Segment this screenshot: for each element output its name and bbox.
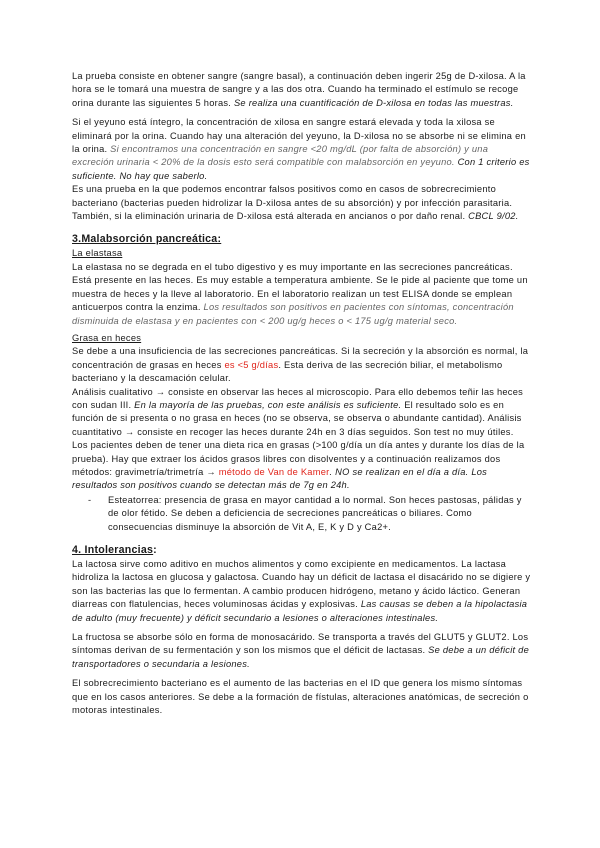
paragraph-lactosa bbox=[72, 558, 532, 625]
document-page bbox=[72, 70, 532, 717]
paragraph-elastasa bbox=[72, 261, 532, 328]
section-heading-intolerancias bbox=[72, 543, 532, 558]
paragraph-falsos-positivos bbox=[72, 183, 532, 223]
italic-note: . NO se realizan en el día a día. Los resultados son positivos cuando se detectan más de 7g en 24h. bbox=[72, 466, 488, 491]
reference-note: CBCL 9/02. bbox=[468, 211, 519, 222]
italic-note: Se realiza una cuantificación de D-xilosa en todas las muestras. bbox=[233, 97, 514, 108]
italic-note: Se debe a un déficit de transportadores o secundaria a lesiones. bbox=[72, 645, 530, 669]
text: Análisis cualitativo → consiste en observar las heces al microscopio. Para ello debemos teñir las heces con sudan III. bbox=[72, 386, 524, 410]
text: La elastasa no se degrada en el tubo digestivo y es muy importante en las secreciones pancreáticas. Está presente en las heces. Es muy estable a temperatura ambiente. Se le pide al paciente que tome un muestra de heces y la lleve al laboratorio. En el laboratorio realizan un test ELISA donde se emplean anticuerpos contra la enzima. bbox=[72, 261, 528, 313]
section-heading-malabsorcion bbox=[72, 232, 532, 247]
heading-text: 4. Intolerancias bbox=[72, 544, 154, 556]
text: Es una prueba en la que podemos encontrar falsos positivos como en casos de sobrecrecimiento bacteriano (bacterias pueden hidrolizar la D-xilosa antes de su absorción) y por infección parasitaria. También, si la eliminación urinaria de D-xilosa está alterada en ancianos o por daño renal. bbox=[72, 184, 513, 222]
subheading-grasa: Grasa en heces bbox=[72, 332, 142, 343]
italic-note: En la mayoría de las pruebas, con este análisis es suficiente. bbox=[134, 399, 402, 410]
italic-note: Las causas se deben a la hipolactasia de adulto (muy frecuente) y déficit secundario a lesiones o alteraciones intestinales. bbox=[72, 599, 528, 623]
italic-note: Con 1 criterio es suficiente. No hay que saberlo. bbox=[72, 157, 530, 181]
text: Si el yeyuno está íntegro, la concentración de xilosa en sangre estará elevada y toda la xilosa se eliminará por la orina. Cuando hay una alteración del yeyuno, la D-xilosa no se absorbe ni se elimina en la orina. bbox=[72, 117, 526, 155]
paragraph-yeyuno bbox=[72, 116, 532, 183]
red-highlight: es <5 g/días bbox=[224, 359, 279, 370]
subheading-elastasa: La elastasa bbox=[72, 248, 123, 259]
heading-colon: : bbox=[153, 544, 157, 556]
text: La lactosa sirve como aditivo en muchos alimentos y como excipiente en medicamentos. La lactasa hidroliza la lactosa en glucosa y galactosa. Cuando hay un déficit de lactasa el disacárido no se digiere y son las bacterias las que lo fermentan. A cambio producen hidrógeno, metano y ácido láctico. Generan diarreas con flatulencias, heces voluminosas ácidas y explosivas. bbox=[72, 559, 531, 610]
paragraph-sobrecrecimiento: El sobrecrecimiento bacteriano es el aumento de las bacterias en el ID que genera los mismo síntomas que en los casos anteriores. Se debe a la formación de fístulas, alteraciones anatómicas, de secreción o motoras intestinales. bbox=[72, 678, 529, 716]
text: La fructosa se absorbe sólo en forma de monosacárido. Se transporta a través del GLUT5 y GLUT2. Los síntomas derivan de su fermentación y son los mismos que el déficit de lactasas. bbox=[72, 632, 529, 656]
grey-italic-note: Si encontramos una concentración en sangre <20 mg/dL (por falta de absorción) y una excreción urinaria < 20% de la dosis esto será compatible con malabsorción en yeyuno. bbox=[72, 144, 489, 168]
paragraph-xilosa-test bbox=[72, 70, 532, 110]
heading-text: 3.Malabsorción pancreática: bbox=[72, 233, 222, 246]
text: . Esta deriva de las secreción biliar, el metabolismo bacteriano y la descamación celular. bbox=[72, 359, 503, 384]
paragraph-fructosa bbox=[72, 631, 532, 671]
paragraph-grasa bbox=[72, 345, 532, 492]
text: El resultado solo es en función de si presenta o no grasa en heces (no se observa, se observa o abundante cantidad). Análisis cuantitativo → consiste en recoger las heces durante 24h en 3 días seguidos. Son test no muy útiles. Los pacientes deben de tener una dieta rica en grasas (>100 g/día un día antes y durante los días de la prueba). Hay que extraer los ácidos grasos libres con disolventes y a continuación realizamos dos métodos: gravimetría/trimetría → bbox=[72, 399, 525, 477]
text: Se debe a una insuficiencia de las secreciones pancreáticas. Si la secreción y la absorción es normal, la concentración de grasas en heces bbox=[72, 346, 529, 370]
grey-italic-note: Los resultados son positivos en pacientes con síntomas, concentración disminuida de elastasa y en pacientes con < 200 ug/g heces o < 175 ug/g material seco. bbox=[72, 302, 514, 326]
text: La prueba consiste en obtener sangre (sangre basal), a continuación deben ingerir 25g de D-xilosa. A la hora se le tomará una muestra de sangre y a las dos otra. Cuando ha terminado el estímulo se recoge orina durante las siguientes 5 horas. bbox=[72, 71, 526, 108]
bullet-dash: - bbox=[88, 494, 92, 505]
red-highlight: método de Van de Kamer bbox=[218, 466, 330, 477]
list-item-esteatorrea bbox=[88, 494, 532, 534]
bullet-text: Esteatorrea: presencia de grasa en mayor cantidad a lo normal. Son heces pastosas, pálidas y de olor fétido. Se deben a deficiencia de secreciones pancreáticas o biliares. Como consecuencias disminuye la absorción de Vit A, E, K y D y Ca2+. bbox=[108, 494, 522, 532]
